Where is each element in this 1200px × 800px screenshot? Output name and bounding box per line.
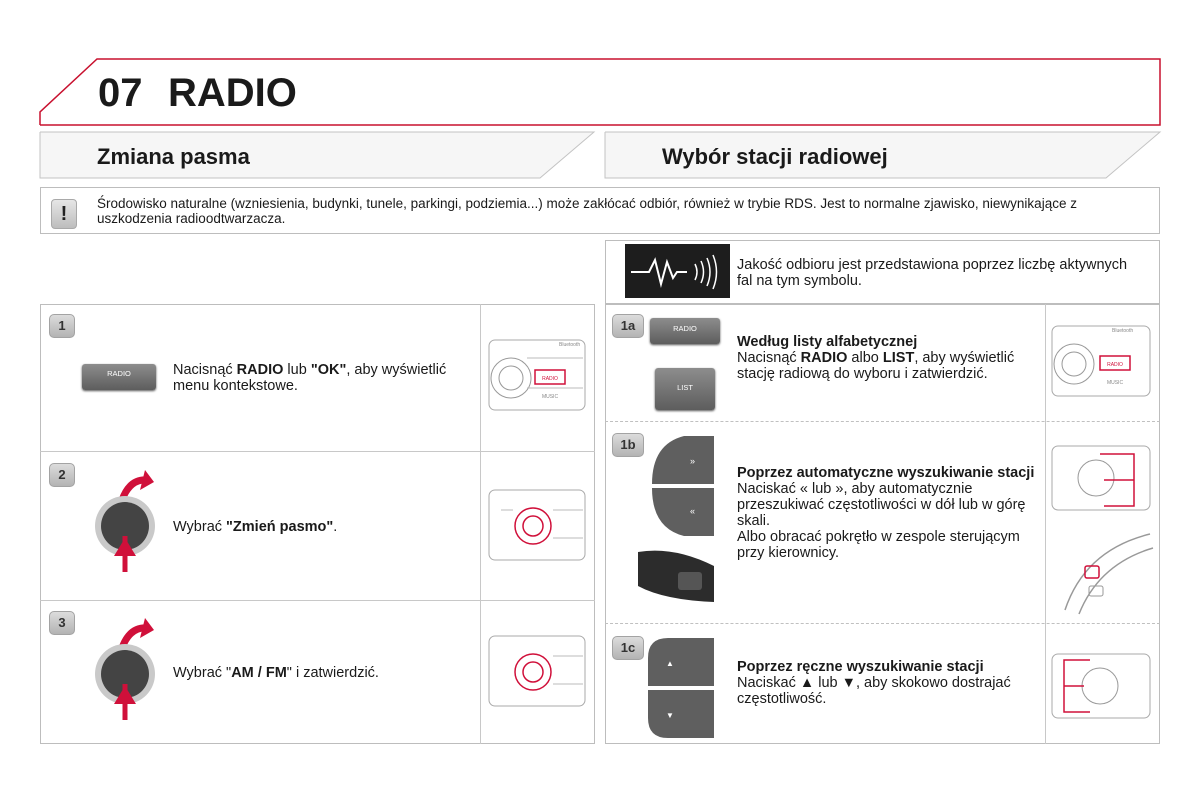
step-badge-1b: 1b: [612, 433, 644, 457]
step-1-text: Nacisnąć RADIO lub "OK", aby wyświetlić menu kontekstowe.: [173, 362, 447, 394]
step-badge-1a: 1a: [612, 314, 644, 338]
svg-text:MUSIC: MUSIC: [1106, 380, 1124, 386]
tune-up-icon: ▲: [799, 675, 815, 691]
notice-text: Środowisko naturalne (wzniesienia, budynki, tunele, parkingi, podziemia...) może zakłócać odbiór, również w trybie RDS. Jest to normalne zjawisko, niewynikające z uszkodzenia radioodtwarzacza.: [97, 196, 1077, 226]
signal-info-text: Jakość odbioru jest przedstawiona poprzez liczbę aktywnych fal na tym symbolu.: [737, 257, 1128, 289]
seek-buttons-icon: [644, 434, 720, 538]
svg-text:▲: ▲: [666, 659, 674, 668]
svg-text:«: «: [690, 506, 696, 516]
step-2-text: Wybrać "Zmień pasmo".: [173, 519, 338, 535]
left-section-title: Zmiana pasma: [97, 144, 250, 169]
chapter-title: RADIO: [168, 71, 297, 115]
control-panel-knob-illustration: [487, 630, 589, 712]
control-panel-radio-illustration: [487, 332, 589, 416]
steering-wheel-control-icon: [634, 546, 720, 606]
step-1b-text: Poprzez automatyczne wyszukiwanie stacji Naciskać « lub », aby automatycznie przeszukiwać częstotliwości w dół lub w górę skali. Albo obracać pokrętło w zespole sterującym przy kierownicy.: [737, 465, 1035, 561]
step-1c-text: Poprzez ręczne wyszukiwanie stacji Naciskać ▲ lub ▼, aby skokowo dostrajać częstotliwość.: [737, 659, 1011, 707]
svg-text:»: »: [690, 456, 696, 466]
step-3-text: Wybrać "AM / FM" i zatwierdzić.: [173, 665, 379, 681]
exclamation-icon: !: [51, 199, 77, 229]
step-badge-1: 1: [49, 314, 75, 338]
rotary-knob-icon: [90, 470, 170, 580]
right-section-title: Wybór stacji radiowej: [662, 144, 888, 169]
seek-back-icon: «: [799, 481, 808, 497]
radio-button: RADIO: [650, 318, 720, 344]
list-button: LIST: [655, 368, 715, 410]
control-panel-radio-illustration: [1050, 318, 1154, 402]
signal-strength-icon: [625, 244, 730, 298]
tune-down-icon: ▼: [841, 675, 856, 691]
step-badge-3: 3: [49, 611, 75, 635]
step-1a-text: Według listy alfabetycznej Nacisnąć RADIO albo LIST, aby wyświetlić stację radiową do wyboru i zatwierdzić.: [737, 334, 1015, 382]
seek-forward-icon: »: [835, 481, 844, 497]
step-badge-1c: 1c: [612, 636, 644, 660]
svg-text:Bluetooth: Bluetooth: [559, 342, 581, 348]
control-panel-knob-illustration: [487, 484, 589, 566]
radio-button: RADIO: [82, 364, 156, 390]
rotary-knob-icon: [90, 618, 170, 728]
svg-text:MUSIC: MUSIC: [541, 394, 559, 400]
control-panel-seek-illustration: [1050, 440, 1154, 516]
control-panel-tune-illustration: [1050, 648, 1154, 724]
svg-text:RADIO: RADIO: [1107, 362, 1123, 368]
svg-text:Bluetooth: Bluetooth: [1112, 328, 1134, 334]
svg-text:RADIO: RADIO: [542, 376, 558, 382]
step-badge-2: 2: [49, 463, 75, 487]
chapter-number: 07: [98, 71, 143, 115]
steering-wheel-illustration: [1055, 530, 1155, 618]
svg-text:▼: ▼: [666, 711, 674, 720]
tune-buttons-icon: [644, 636, 720, 740]
